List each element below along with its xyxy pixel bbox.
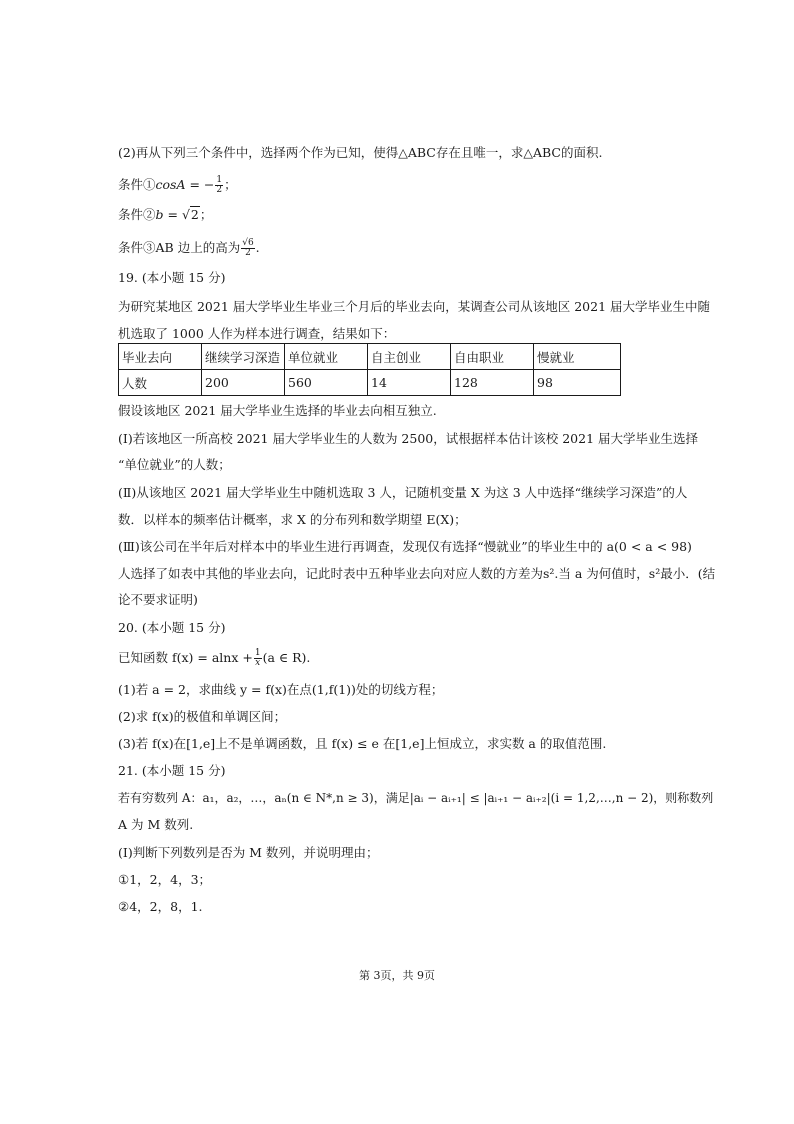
cond2-label: 条件② [118,207,156,222]
q19-part1-line2: “单位就业”的人数； [118,457,231,472]
q18-condition-1 [118,176,237,195]
q20-frac-den: x [255,658,261,668]
q19-part2-line2: 数．以样本的频率估计概率，求 X 的分布列和数学期望 E(X)； [118,512,467,527]
cond2-end: ； [199,207,213,222]
q19-part3-line2: 人选择了如表中其他的毕业去向，记此时表中五种毕业去向对应人数的方差为s².当 a 为何值时，s²最小．(结 [118,566,716,581]
q20-part1: (1)若 a = 2，求曲线 y = f(x)在点(1,f(1))处的切线方程； [118,682,444,697]
table-header-row [119,344,621,370]
q20-intro-post: (a ∈ R). [262,650,311,665]
q18-part2-intro: (2)再从下列三个条件中，选择两个作为已知，使得△ABC存在且唯一，求△ABC的面积. [118,145,603,160]
cond2-radicand: 2 [190,207,199,222]
cond2-expression: b = √ [155,207,190,222]
q18-condition-3 [118,239,260,258]
graduate-destination-table [118,343,621,396]
table-row [119,370,621,396]
table-cell: 98 [534,370,621,396]
q19-part3-line3: 论不要求证明) [118,592,198,607]
cond1-label: 条件① [118,177,156,192]
q20-frac-num: 1 [254,648,261,658]
cond3-frac-num: √6 [242,238,254,248]
q20-part2: (2)求 f(x)的极值和单调区间； [118,709,287,724]
q21-sequence-2: ②4，2，8，1. [118,899,203,914]
table-header-cell: 自由职业 [451,344,534,370]
cond3-label: 条件③ [118,240,156,255]
table-header-cell: 自主创业 [368,344,451,370]
table-row-label: 人数 [119,370,202,396]
cond1-fraction [215,176,223,195]
table-cell: 14 [368,370,451,396]
table-header-cell: 继续学习深造 [202,344,285,370]
table-header-cell: 慢就业 [534,344,621,370]
table-cell: 200 [202,370,285,396]
table-cell: 128 [451,370,534,396]
q20-intro [118,649,310,668]
q20-part3: (3)若 f(x)在[1,e]上不是单调函数，且 f(x) ≤ e 在[1,e]上恒成立，求实数 a 的取值范围. [118,736,607,751]
q21-heading: 21. (本小题 15 分) [118,763,226,778]
q19-intro-line2: 机选取了 1000 人作为样本进行调查，结果如下： [118,326,396,341]
q21-sequence-1: ①1，2，4，3； [118,872,212,887]
page-number-footer: 第 3页，共 9页 [359,969,435,982]
cond1-frac-num: 1 [216,175,223,185]
table-header-cell: 毕业去向 [119,344,202,370]
q20-intro-pre: 已知函数 f(x) = alnx + [118,650,253,665]
cond3-end: . [255,240,260,255]
q21-intro-line2: A 为 M 数列. [118,817,194,832]
q19-part3-line1: (Ⅲ)该公司在半年后对样本中的毕业生进行再调查，发现仅有选择“慢就业”的毕业生中的 a(0 < a < 98) [118,539,692,554]
q19-heading: 19. (本小题 15 分) [118,270,226,285]
q19-part1-line1: (Ⅰ)若该地区一所高校 2021 届大学毕业生的人数为 2500，试根据样本估计该校 2021 届大学毕业生选择 [118,431,698,446]
q21-part1: (Ⅰ)判断下列数列是否为 M 数列，并说明理由； [118,845,379,860]
q19-assumption: 假设该地区 2021 届大学毕业生选择的毕业去向相互独立. [118,403,437,418]
cond3-text: AB 边上的高为 [155,240,241,255]
q19-intro-line1: 为研究某地区 2021 届大学毕业生毕业三个月后的毕业去向，某调查公司从该地区 2021 届大学毕业生中随 [118,299,711,314]
cond1-frac-den: 2 [216,185,223,195]
cond1-expression: cosA = − [155,177,215,192]
table-cell: 560 [285,370,368,396]
cond3-fraction [241,239,254,258]
q20-heading: 20. (本小题 15 分) [118,620,226,635]
q21-intro-line1: 若有穷数列 A：a₁，a₂，…，aₙ(n ∈ N*,n ≥ 3)，满足|aᵢ − aᵢ₊₁| ≤ |aᵢ₊₁ − aᵢ₊₂|(i = 1,2,…,n − 2)，则称数列 [118,791,714,805]
cond3-frac-den: 2 [245,248,251,258]
q20-fraction [254,649,262,668]
q18-condition-2 [118,207,212,223]
table-header-cell: 单位就业 [285,344,368,370]
q19-part2-line1: (Ⅱ)从该地区 2021 届大学毕业生中随机选取 3 人，记随机变量 X 为这 3 人中选择“继续学习深造”的人 [118,485,688,500]
cond1-end: ； [224,177,237,192]
